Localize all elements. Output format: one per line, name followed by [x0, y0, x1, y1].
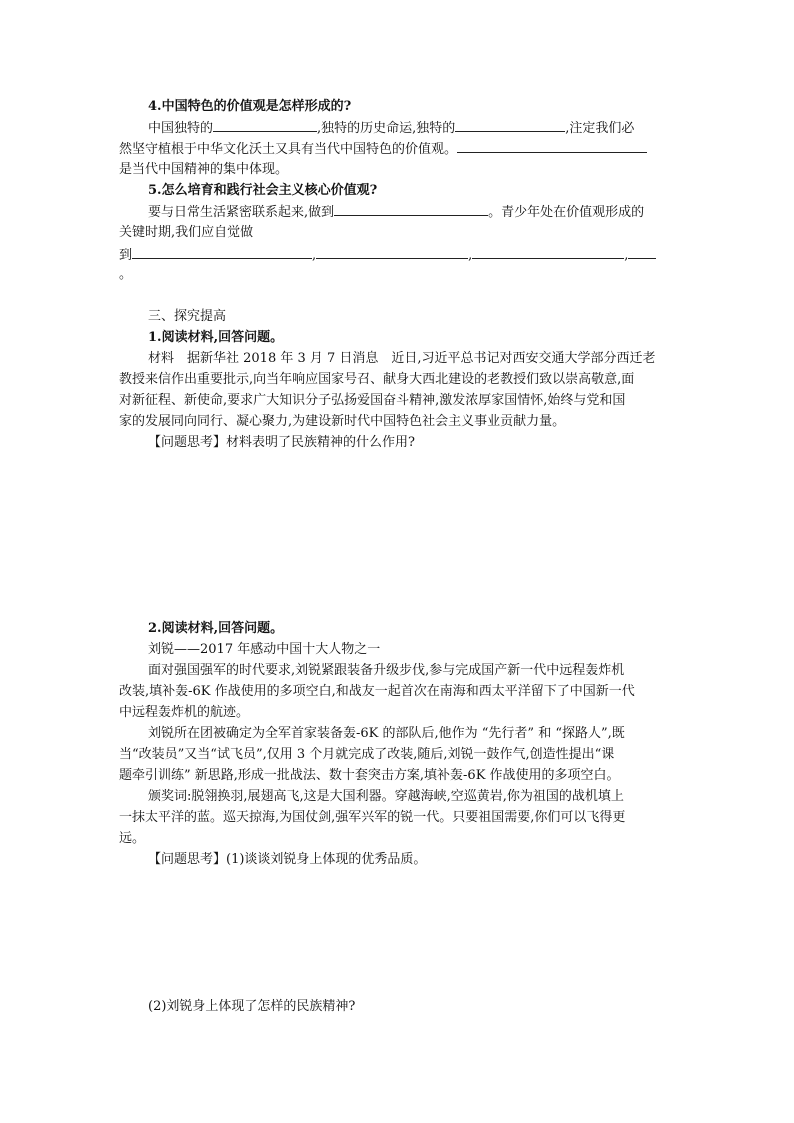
q1-paragraph-line: 教授来信作出重要批示,向当年响应国家号召、献身大西北建设的老教授们致以崇高敬意,面 — [119, 372, 635, 387]
q2-question-1: 【问题思考】(1)谈谈刘锐身上体现的优秀品质。 — [148, 852, 427, 867]
answer-blank[interactable] — [628, 244, 656, 259]
q4-text-l2: 然坚守植根于中华文化沃土又具有当代中国特色的价值观。 — [119, 142, 458, 157]
answer-blank[interactable] — [457, 138, 647, 153]
q5-line-2: 关键时期,我们应自觉做 — [119, 225, 254, 240]
q2-paragraph-line: 远。 — [119, 831, 146, 846]
q5-text-b: 。青少年处在价值观形成的 — [488, 205, 645, 220]
q4-line-2 — [119, 138, 675, 161]
q2-paragraph-line: 题牵引训练” 新思路,形成一批战法、数十套突击方案,填补轰-6K 作战使用的多项空白。 — [119, 768, 620, 783]
answer-blank[interactable] — [213, 117, 317, 132]
q2-paragraph-line: 中远程轰炸机的航迹。 — [119, 705, 250, 720]
q2-paragraph-line: 颁奖词:脱翎换羽,展翅高飞,这是大国利器。穿越海峡,空巡黄岩,你为祖国的战机填上 — [148, 789, 624, 804]
q2-paragraph-line: 刘锐所在团被确定为全军首家装备轰-6K 的部队后,他作为 “先行者” 和 “探路人”,既 — [148, 726, 625, 741]
answer-blank[interactable] — [472, 244, 624, 259]
q4-heading: 4.中国特色的价值观是怎样形成的? — [148, 99, 352, 114]
q2-heading: 2.阅读材料,回答问题。 — [148, 621, 284, 636]
q1-paragraph-line: 材料 据新华社 2018 年 3 月 7 日消息 近日,习近平总书记对西安交通大学部分西迁老 — [148, 351, 656, 366]
q2-question-2: (2)刘锐身上体现了怎样的民族精神? — [148, 999, 356, 1014]
q2-paragraph-line: 当“改装员”又当“试飞员”,仅用 3 个月就完成了改装,随后,刘锐一鼓作气,创造性提出“课 — [119, 747, 615, 762]
q5-text-a: 要与日常生活紧密联系起来,做到 — [148, 205, 335, 220]
q5-line-1 — [148, 201, 675, 224]
answer-blank[interactable] — [455, 117, 565, 132]
comma: , — [312, 248, 317, 263]
comma: , — [468, 248, 473, 263]
q4-text-c: ,注定我们必 — [565, 121, 635, 136]
answer-blank[interactable] — [334, 201, 488, 216]
q4-text-b: ,独特的历史命运,独特的 — [317, 121, 456, 136]
q2-paragraph-line: 一抹太平洋的蓝。巡天掠海,为国仗剑,强军兴军的锐一代。只要祖国需要,你们可以飞得更 — [119, 810, 626, 825]
section-title: 三、探究提高 — [148, 309, 227, 324]
comma: , — [624, 248, 629, 263]
answer-blank[interactable] — [316, 244, 468, 259]
q2-subtitle: 刘锐——2017 年感动中国十大人物之一 — [148, 642, 381, 657]
q4-text-a: 中国独特的 — [148, 121, 214, 136]
q1-question: 【问题思考】材料表明了民族精神的什么作用? — [148, 435, 415, 450]
q2-paragraph-line: 面对强国强军的时代要求,刘锐紧跟装备升级步伐,参与完成国产新一代中远程轰炸机 — [148, 663, 625, 678]
q5-line-4: 。 — [119, 267, 133, 282]
q5-text-dao: 到 — [119, 248, 133, 263]
q2-paragraph-line: 改装,填补轰-6K 作战使用的多项空白,和战友一起首次在南海和西太平洋留下了中国新一代 — [119, 684, 635, 699]
q5-heading: 5.怎么培育和践行社会主义核心价值观? — [148, 183, 378, 198]
q1-heading: 1.阅读材料,回答问题。 — [148, 330, 284, 345]
q4-line-1 — [148, 117, 675, 140]
q1-paragraph-line: 家的发展同向同行、凝心聚力,为建设新时代中国特色社会主义事业贡献力量。 — [119, 414, 566, 429]
q4-line-3: 是当代中国精神的集中体现。 — [119, 162, 289, 177]
answer-blank[interactable] — [132, 244, 312, 259]
q1-paragraph-line: 对新征程、新使命,要求广大知识分子弘扬爱国奋斗精神,激发浓厚家国情怀,始终与党和国 — [119, 393, 626, 408]
